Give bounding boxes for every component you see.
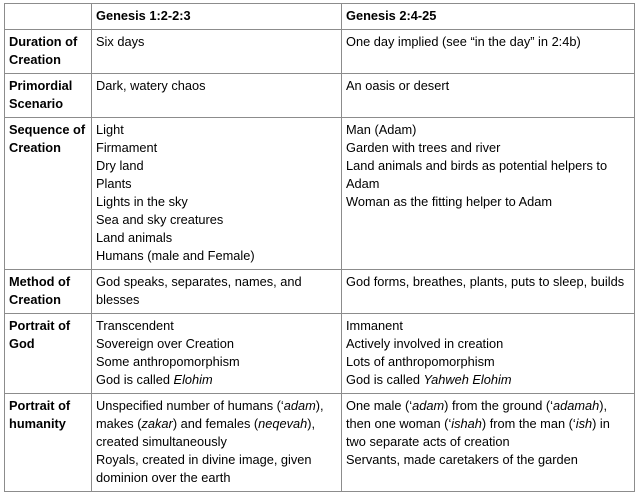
hebrew-term: adam (412, 398, 445, 413)
cell-line: Transcendent (96, 318, 174, 333)
table-row (5, 30, 635, 74)
table-row (5, 118, 635, 270)
hebrew-term: neqevah (258, 416, 308, 431)
row-label-portrait-humanity: Portrait of humanity (5, 394, 92, 492)
row-label-duration: Duration of Creation (5, 30, 92, 74)
cell-primordial-gen1 (92, 74, 342, 118)
cell-line: Servants, made caretakers of the garden (346, 452, 578, 467)
table-row (5, 74, 635, 118)
cell-line: Some anthropomorphism (96, 354, 240, 369)
cell-line: Garden with trees and river (346, 140, 501, 155)
cell-line: Dark, watery chaos (96, 78, 206, 93)
cell-line: God forms, breathes, plants, puts to sleep, builds (346, 274, 625, 289)
cell-line: Woman as the fitting helper to Adam (346, 194, 553, 209)
cell-text: ), created simultaneously (96, 416, 316, 449)
cell-line: Sovereign over Creation (96, 336, 234, 351)
hebrew-term: adamah (552, 398, 600, 413)
cell-sequence-gen1 (92, 118, 342, 270)
cell-line: Lots of anthropomorphism (346, 354, 495, 369)
cell-line (346, 371, 630, 389)
header-corner-cell (5, 4, 92, 30)
cell-line: An oasis or desert (346, 78, 450, 93)
hebrew-term: adam (283, 398, 316, 413)
cell-humanity-gen1 (92, 394, 342, 492)
cell-line: Actively involved in creation (346, 336, 504, 351)
cell-line: Six days (96, 34, 145, 49)
hebrew-term: ish (575, 416, 593, 431)
cell-text: God is called (346, 372, 424, 387)
table-row (5, 270, 635, 314)
cell-line: Royals, created in divine image, given dominion over the earth (96, 452, 312, 485)
table-row (5, 394, 635, 492)
cell-line (96, 371, 337, 389)
cell-duration-gen2 (342, 30, 635, 74)
cell-sequence-gen2 (342, 118, 635, 270)
cell-line: Lights in the sky (96, 194, 188, 209)
cell-line: Humans (male and Female) (96, 248, 255, 263)
comparison-table-wrapper (4, 3, 635, 492)
row-label-sequence: Sequence of Creation (5, 118, 92, 270)
row-label-portrait-god: Portrait of God (5, 314, 92, 394)
cell-primordial-gen2 (342, 74, 635, 118)
cell-line: Firmament (96, 140, 158, 155)
divine-name: Elohim (173, 372, 213, 387)
divine-name: Yahweh Elohim (423, 372, 512, 387)
cell-text: One male (‘ (346, 398, 413, 413)
cell-line: Light (96, 122, 124, 137)
cell-line: Man (Adam) (346, 122, 417, 137)
cell-line: Dry land (96, 158, 144, 173)
cell-text: ) from the man (‘ (481, 416, 576, 431)
cell-duration-gen1 (92, 30, 342, 74)
cell-text: ), then one woman (‘ (346, 398, 608, 431)
cell-god-gen1 (92, 314, 342, 394)
cell-god-gen2 (342, 314, 635, 394)
cell-text: Unspecified number of humans (‘ (96, 398, 284, 413)
cell-text: ) in two separate acts of creation (346, 416, 610, 449)
header-row (5, 4, 635, 30)
hebrew-term: ishah (451, 416, 482, 431)
cell-line: Land animals (96, 230, 173, 245)
cell-method-gen1 (92, 270, 342, 314)
cell-line: Plants (96, 176, 132, 191)
hebrew-term: zakar (141, 416, 173, 431)
cell-text: God is called (96, 372, 174, 387)
cell-text: ) from the ground (‘ (444, 398, 553, 413)
cell-text: ), makes ( (96, 398, 324, 431)
row-label-primordial: Primordial Scenario (5, 74, 92, 118)
header-genesis-1: Genesis 1:2-2:3 (92, 4, 342, 30)
cell-line: God speaks, separates, names, and blesses (96, 274, 302, 307)
cell-line: Immanent (346, 318, 403, 333)
cell-line: Sea and sky creatures (96, 212, 224, 227)
cell-line: One day implied (see “in the day” in 2:4b) (346, 34, 581, 49)
row-label-method: Method of Creation (5, 270, 92, 314)
header-genesis-2: Genesis 2:4-25 (342, 4, 635, 30)
cell-line: Land animals and birds as potential helpers to Adam (346, 158, 608, 191)
cell-method-gen2 (342, 270, 635, 314)
cell-line (346, 397, 630, 451)
genesis-comparison-table (4, 3, 635, 492)
cell-humanity-gen2 (342, 394, 635, 492)
cell-text: ) and females ( (172, 416, 259, 431)
cell-line (96, 397, 337, 451)
table-row (5, 314, 635, 394)
